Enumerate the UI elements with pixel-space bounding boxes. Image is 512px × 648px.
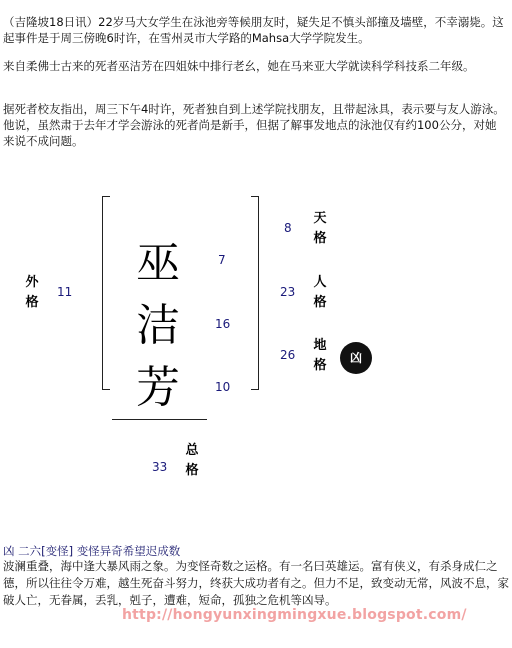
name-char-3: 芳 [136, 362, 180, 413]
person-grid-label: 人格 [313, 275, 327, 310]
left-bracket [102, 196, 110, 390]
earth-grid-label: 地格 [313, 338, 327, 373]
name-char-2: 洁 [136, 300, 180, 351]
total-grid-value: 33 [152, 460, 168, 474]
article-paragraph-3: 据死者校友指出，周三下午4时许，死者独自到上述学院找朋友，且带起泳具，表示要与友人游泳。他说，虽然肃于去年才学会游泳的死者尚是新手，但据了解事发地点的泳池仅有约100公分，对她来说不成问题。 [3, 102, 505, 148]
outer-grid-label: 外格 [25, 275, 39, 310]
verdict-title: 凶 二六[变怪] 变怪异奇希望迟成数 [3, 544, 181, 558]
total-grid-label: 总格 [185, 443, 199, 478]
stroke-count-2: 16 [215, 317, 231, 331]
stroke-count-1: 7 [218, 253, 226, 267]
verdict-body: 波澜重叠，海中逢大暴风雨之象。为变怪奇数之运格。有一名曰英雄运。富有侠义，有杀身成仁之德，所以往往令万难，越生死奋斗努力，终获大成功者有之。但力不足，致变动无常，风波不息，家破人亡，无眷属，丢乳，剋子，遭难，短命，孤独之危机等凶导。 [3, 559, 509, 607]
article-paragraph-2: 来自柔佛士古来的死者巫洁芳在四姐妹中排行老幺，她在马来亚大学就读科学科技系二年级。 [3, 59, 475, 73]
heaven-grid-label: 天格 [313, 211, 327, 246]
stroke-count-3: 10 [215, 380, 231, 394]
total-divider [112, 419, 207, 420]
earth-grid-value: 26 [280, 348, 296, 362]
article-paragraph-1: （吉隆坡18日讯）22岁马大女学生在泳池旁等候朋友时，疑失足不慎头部撞及墙壁，不幸溺毙。这起事件是于周三傍晚6时许，在雪州灵市大学路的Mahsa大学学院发生。 [3, 15, 504, 45]
right-bracket [251, 196, 259, 390]
watermark-url: http://hongyunxingmingxue.blogspot.com/ [122, 607, 467, 623]
outer-grid-value: 11 [57, 285, 73, 299]
inauspicious-badge: 凶 [340, 342, 372, 374]
person-grid-value: 23 [280, 285, 296, 299]
heaven-grid-value: 8 [284, 221, 292, 235]
name-char-1: 巫 [136, 238, 180, 289]
